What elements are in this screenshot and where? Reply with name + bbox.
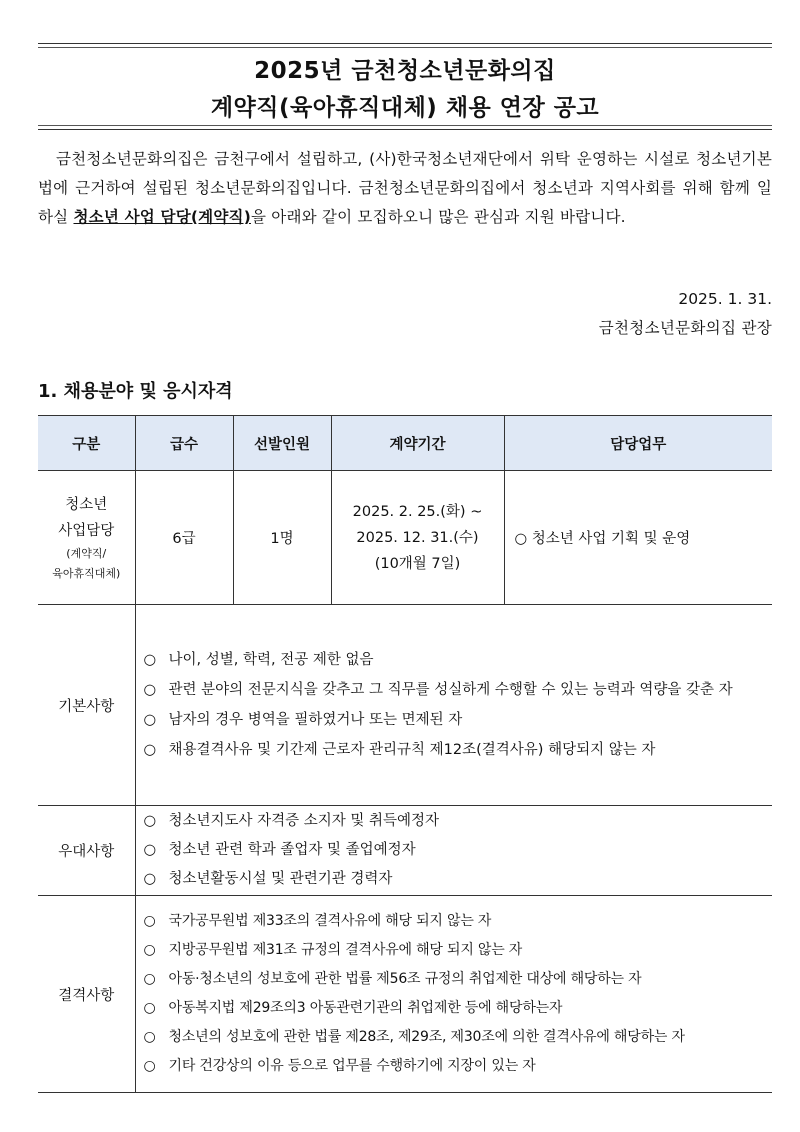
list-item: ○ 청소년의 성보호에 관한 법률 제28조, 제29조, 제30조에 의한 결격사유에 해당하는 자 [143, 1029, 685, 1045]
list-item: ○ 관련 분야의 전문지식을 갖추고 그 직무를 성실하게 수행할 수 있는 능력과 역량을 갖춘 자 [143, 682, 733, 698]
notice-date: 2025. 1. 31. [678, 290, 772, 308]
preference-label: 우대사항 [38, 806, 135, 896]
basic-requirements-label: 기본사항 [38, 605, 135, 806]
list-item: ○ 지방공무원법 제31조 규정의 결격사유에 해당 되지 않는 자 [143, 942, 523, 958]
header-period: 계약기간 [331, 416, 504, 471]
list-item: ○ 아동·청소년의 성보호에 관한 법률 제56조 규정의 취업제한 대상에 해당하는 자 [143, 971, 642, 987]
list-item: ○ 아동복지법 제29조의3 아동관련기관의 취업제한 등에 해당하는자 [143, 1000, 563, 1016]
header-count: 선발인원 [233, 416, 331, 471]
title-rule-bottom [38, 129, 772, 130]
basic-requirements-row [38, 605, 772, 806]
list-item: ○ 기타 건강상의 이유 등으로 업무를 수행하기에 지장이 있는 자 [143, 1058, 536, 1074]
list-item: ○ 나이, 성별, 학력, 전공 제한 없음 [143, 652, 374, 668]
intro-highlight: 청소년 사업 담당(계약직) [73, 208, 251, 226]
cell-grade: 6급 [135, 471, 233, 605]
table-header-row [38, 416, 772, 471]
section-heading: 1. 채용분야 및 응시자격 [38, 381, 233, 402]
header-grade: 급수 [135, 416, 233, 471]
list-item: ○ 청소년 관련 학과 졸업자 및 졸업예정자 [143, 842, 416, 858]
table-row [38, 471, 772, 605]
list-item: ○ 청소년활동시설 및 관련기관 경력자 [143, 871, 393, 887]
header-category: 구분 [38, 416, 135, 471]
disqualification-row [38, 896, 772, 1093]
list-item: ○ 청소년지도사 자격증 소지자 및 취득예정자 [143, 813, 440, 829]
intro-paragraph [38, 145, 772, 232]
cell-category: 청소년 사업담당 (계약직/ 육아휴직대체) [38, 471, 135, 605]
disqualification-label: 결격사항 [38, 896, 135, 1093]
title-line-1: 2025년 금천청소년문화의집 [254, 58, 556, 84]
list-item: ○ 남자의 경우 병역을 필하였거나 또는 면제된 자 [143, 712, 463, 728]
basic-requirements-list [135, 605, 772, 806]
cell-duty: ○ 청소년 사업 기획 및 운영 [504, 471, 772, 605]
disqualification-list [135, 896, 772, 1093]
list-item: ○ 국가공무원법 제33조의 결격사유에 해당 되지 않는 자 [143, 913, 492, 929]
title-rule-bottom-inner [38, 125, 772, 126]
cell-count: 1명 [233, 471, 331, 605]
title-rule-top [38, 43, 772, 44]
preference-row [38, 806, 772, 896]
list-item: ○ 채용결격사유 및 기간제 근로자 관리규칙 제12조(결격사유) 해당되지 않는 자 [143, 742, 656, 758]
recruitment-table [38, 415, 772, 1093]
intro-text-after: 을 아래와 같이 모집하오니 많은 관심과 지원 바랍니다. [250, 208, 626, 226]
title-rule-top-inner [38, 47, 772, 48]
header-duty: 담당업무 [504, 416, 772, 471]
preference-list [135, 806, 772, 896]
notice-organization: 금천청소년문화의집 관장 [598, 319, 772, 337]
cell-period: 2025. 2. 25.(화) ~ 2025. 12. 31.(수) (10개월 7일) [331, 471, 504, 605]
intro-text-before: 금천청소년문화의집은 금천구에서 설립하고, (사)한국청소년재단에서 위탁 운영하는 시설로 청소년기본법에 근거하여 설립된 청소년문화의집입니다. 금천청소년문화의집에서 청소년과 지역사회를 위해 함께 일하실 [38, 150, 772, 226]
title-line-2: 계약직(육아휴직대체) 채용 연장 공고 [210, 95, 600, 121]
